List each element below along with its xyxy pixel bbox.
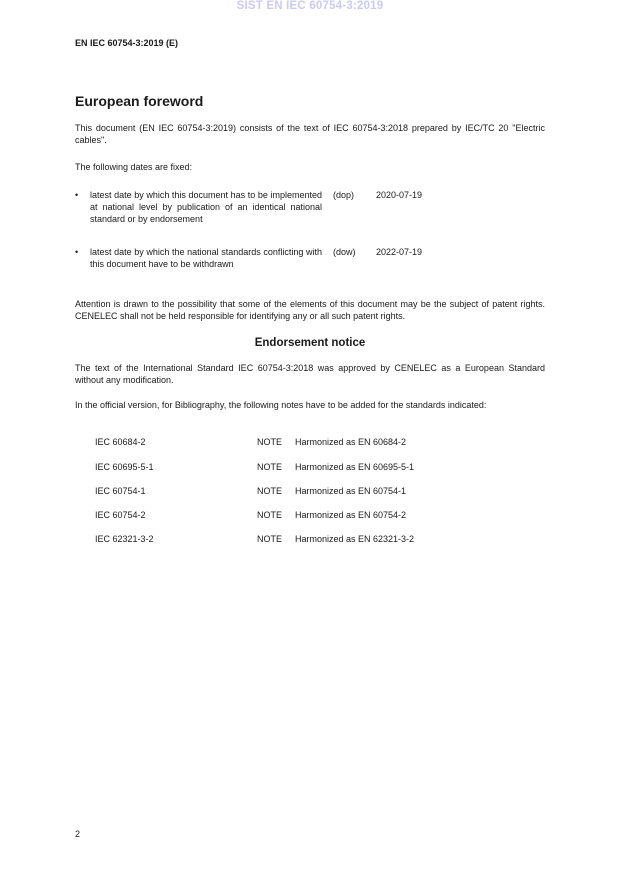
foreword-intro: This document (EN IEC 60754-3:2019) consists of the text of IEC 60754-3:2018 prepared by IEC/TC 20 "Electric cables". [75,123,545,145]
page-number: 2 [75,829,81,839]
note-keyword: NOTE [257,437,283,447]
note-standard: IEC 60695-5-1 [95,462,154,472]
document-id: EN IEC 60754-3:2019 (E) [75,38,179,48]
date-item-code: (dow) [333,247,356,257]
bibliography-intro: In the official version, for Bibliography, the following notes have to be added for the standards indicated: [75,400,487,410]
note-text: Harmonized as EN 62321-3-2 [295,534,415,544]
date-item-value: 2020-07-19 [376,190,423,200]
patent-attention: Attention is drawn to the possibility that some of the elements of this document may be the subject of patent rights. CENELEC shall not be held responsible for identifying any or all such patent rights. [75,299,545,321]
endorsement-text: The text of the International Standard IEC 60754-3:2018 was approved by CENELEC as a European Standard without any modification. [75,363,545,385]
note-standard: IEC 62321-3-2 [95,534,154,544]
bullet-icon: • [75,247,79,257]
section-heading-foreword: European foreword [75,93,204,109]
note-keyword: NOTE [257,534,283,544]
section-heading-endorsement: Endorsement notice [254,337,366,349]
date-item-code: (dop) [333,190,355,200]
note-text: Harmonized as EN 60754-2 [295,510,407,520]
note-keyword: NOTE [257,462,283,472]
date-item-text: latest date by which this document has to be implemented at national level by publication of an identical national standard or by endorsement [90,190,322,224]
note-text: Harmonized as EN 60684-2 [295,437,407,447]
note-standard: IEC 60684-2 [95,437,146,447]
note-standard: IEC 60754-2 [95,510,146,520]
note-standard: IEC 60754-1 [95,486,146,496]
note-text: Harmonized as EN 60695-5-1 [295,462,415,472]
bullet-icon: • [75,190,79,200]
note-keyword: NOTE [257,486,283,496]
watermark: SIST EN IEC 60754-3:2019 [236,0,384,12]
note-keyword: NOTE [257,510,283,520]
date-item-value: 2022-07-19 [376,247,423,257]
note-text: Harmonized as EN 60754-1 [295,486,407,496]
dates-intro: The following dates are fixed: [75,162,193,172]
date-item-text: latest date by which the national standards conflicting with this document have to be withdrawn [90,247,322,269]
